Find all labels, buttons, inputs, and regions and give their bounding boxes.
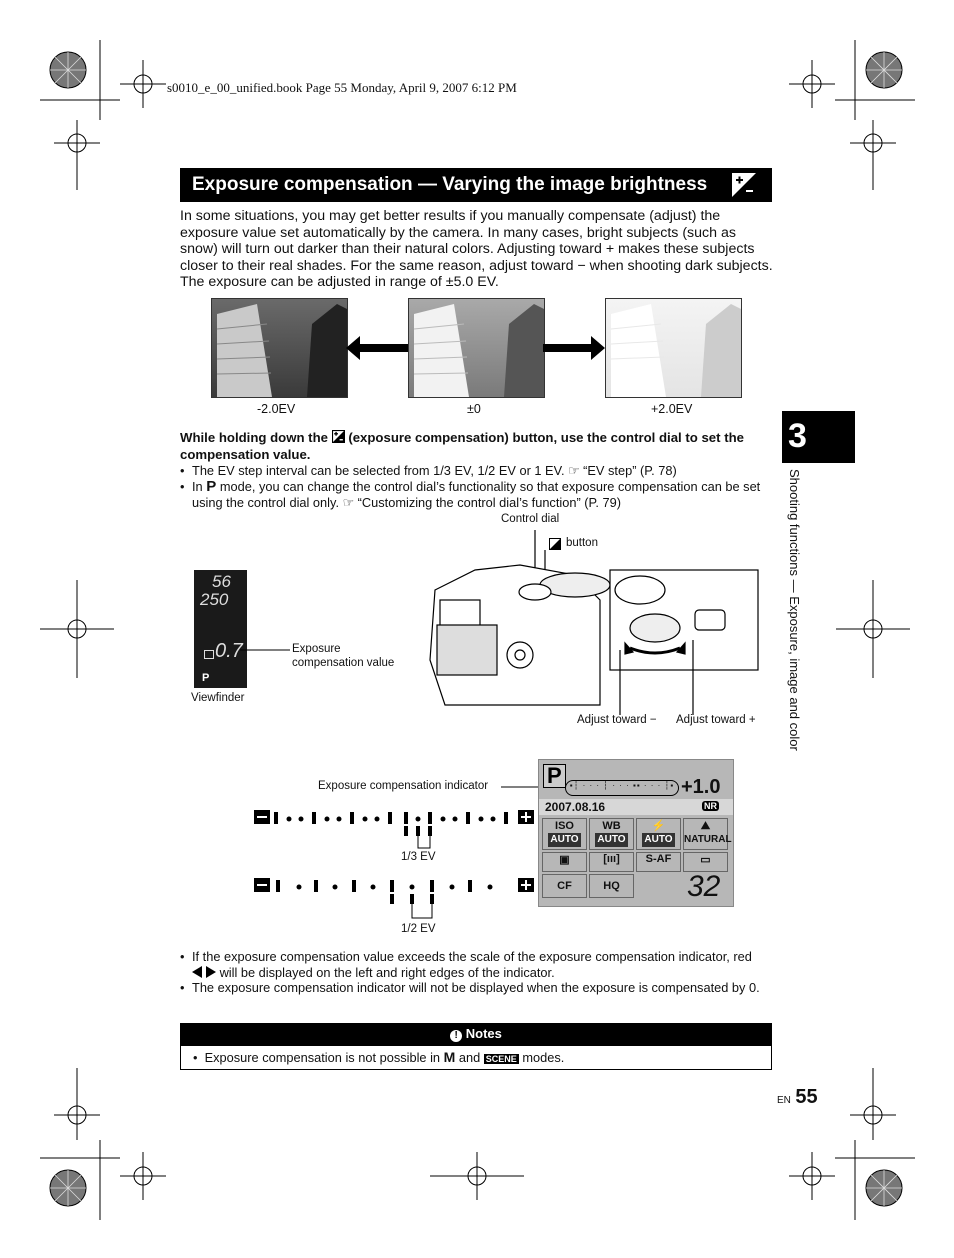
notes-body: • Exposure compensation is not possible in M and SCENE modes. (180, 1045, 772, 1070)
label-third-ev: 1/3 EV (401, 851, 436, 863)
viewfinder-comp: 0.7 (215, 640, 243, 662)
camera-illustration (425, 530, 760, 720)
label-adjust-plus: Adjust toward + (676, 714, 756, 726)
m-mode-glyph: M (443, 1049, 456, 1065)
viewfinder-shutter: 250 (200, 590, 229, 609)
lcd-mode: P (543, 764, 566, 788)
bullet-p-mode: • In P mode, you can change the control dial’s functionality so that exposure compensation can be set using the control dial only. ☞ “Customizing the control dial’s function” (P. 79) (180, 478, 761, 510)
viewfinder-mode: P (202, 672, 210, 684)
noise-reduction-badge: NR (704, 801, 717, 811)
viewfinder-display (194, 570, 247, 688)
label-half-ev: 1/2 EV (401, 923, 436, 935)
label-button: button (566, 537, 598, 549)
notes-header: ! Notes (180, 1023, 772, 1045)
label-minus-2ev: -2.0EV (257, 402, 296, 416)
instruction: While holding down the (exposure compensation) button, use the control dial to set the compensation value. (180, 430, 744, 462)
lcd-cell-drive: ▭ (683, 852, 728, 872)
lcd-cell-card: CF (542, 874, 587, 898)
page-number: EN 55 (777, 1086, 818, 1108)
landscape-icon: ⛰ (700, 820, 711, 832)
minus-icon (204, 650, 214, 659)
exposure-compensation-icon (332, 430, 345, 443)
flash-icon: ⚡ (651, 820, 666, 832)
chapter-title-vertical: Shooting functions — Exposure, image and color (787, 469, 802, 751)
photo-minus-2ev (211, 298, 348, 398)
warning-icon: ! (450, 1030, 462, 1042)
lcd-remaining-shots: 32 (687, 870, 721, 903)
lcd-comp-value: +1.0 (681, 776, 721, 798)
section-title-bar (180, 168, 772, 202)
red-arrows-icon (192, 966, 216, 978)
label-exposure-value-1: Exposure (292, 643, 341, 655)
label-adjust-minus: Adjust toward − (577, 714, 657, 726)
control-panel-display (538, 759, 734, 907)
label-indicator: Exposure compensation indicator (318, 780, 489, 792)
viewfinder-aperture: 56 (212, 572, 231, 591)
label-exposure-value-2: compensation value (292, 657, 395, 669)
lcd-cell-iso: ISO AUTO (542, 818, 587, 850)
bullet-ev-step: • The EV step interval can be selected from 1/3 EV, 1/2 EV or 1 EV. ☞ “EV step” (P. 78) (180, 463, 677, 478)
label-control-dial: Control dial (501, 513, 560, 525)
label-viewfinder: Viewfinder (191, 692, 245, 704)
lcd-cell-focus-mode: S-AF (636, 852, 681, 872)
label-zero-ev: ±0 (467, 402, 481, 416)
section-title: Exposure compensation — Varying the image brightness (192, 174, 708, 195)
photo-zero-ev (408, 298, 545, 398)
bullet-not-displayed: • The exposure compensation indicator will not be displayed when the exposure is compensated by 0. (180, 980, 760, 995)
arrow-right-icon (543, 336, 605, 360)
label-plus-2ev: +2.0EV (651, 402, 693, 416)
arrow-left-icon (346, 336, 408, 360)
intro-paragraph: In some situations, you may get better results if you manually compensate (adjust) the exposure value set automatically by the camera. In many cases, bright subjects (such as snow) will turn out darker than their natural colors. Adjusting toward + makes these subjects closer to their real shades. For the same reason, adjust toward − when shooting dark subjects. The exposure can be adjusted in range of ±5.0 EV. (180, 208, 773, 291)
reference-icon: ☞ (342, 494, 355, 510)
p-mode-glyph: P (206, 478, 217, 495)
scale-third-ev (254, 808, 534, 856)
exposure-compensation-icon (730, 171, 758, 199)
lcd-cell-flash: ⚡ AUTO (636, 818, 681, 850)
lcd-cell-picture-mode: ⛰ NATURAL (683, 818, 728, 850)
lcd-cell-af-area: [ııı] (589, 852, 634, 872)
reference-icon: ☞ (568, 463, 580, 478)
viewfinder-leader (240, 645, 290, 655)
bullet-exceed-scale: • If the exposure compensation value exceeds the scale of the exposure compensation indicator, red will be displayed on the left and right edges of the indicator. (180, 949, 752, 980)
scene-mode-badge: SCENE (485, 1054, 517, 1064)
lcd-date: 2007.08.16 (545, 800, 606, 814)
lcd-cell-wb: WB AUTO (589, 818, 634, 850)
lcd-cell-metering: ▣ (542, 852, 587, 872)
file-header: s0010_e_00_unified.book Page 55 Monday, April 9, 2007 6:12 PM (167, 80, 517, 95)
lcd-cell-quality: HQ (589, 874, 634, 898)
scale-half-ev (254, 876, 534, 924)
photo-plus-2ev (605, 298, 742, 398)
chapter-tab: 3 (782, 411, 855, 463)
lcd-indicator-scale: ▪┆ · · · ┆ · · · ▪▪ · · · ┆▪ (565, 780, 679, 796)
